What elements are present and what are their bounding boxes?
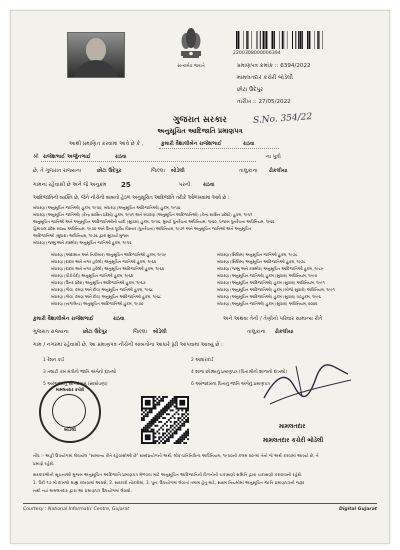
order-line: બંધારણ (જમ્મુ અને કાશ્મીર) અનુસૂચિત જાતિઓ હુકમ, ૧૯૫૬ [33, 240, 132, 245]
order-right-item: બંધારણ (અનુસૂચિત આદિજાતિઓ) હુકમ (સુધારા) અધિનિયમ, ૧૯૯૧ [217, 280, 325, 285]
intro-text: આથી પ્રમાણિત કરવામાં આવે છે કે , [69, 141, 144, 147]
officer-office: મામલતદાર કચેરી બોડેલી [263, 437, 324, 444]
father-caste: રાઠવા [115, 154, 127, 160]
notice-intro: આદિજાતિની વ્યક્તિ છે, જેને નીચેની બાબતો હેઠળ અનુસૂચિત આદિજાતિ તરીકે ઓળખવામાં આવે છે : [33, 196, 230, 201]
note-line: પ્રમાણે રહેશે. [33, 461, 55, 466]
relation-prefix: શ્રી [33, 154, 39, 160]
order-right-item: બંધારણ (અનુસૂચિત જાતિઓ) હુકમ (સુધારા) અધિનિયમ, ૨૦૦૨ [217, 301, 318, 306]
office-name: મામલતદાર કચેરી બોડેલી [237, 75, 293, 81]
order-left-item: બંધારણ (ગોવા, દમણ અને દીવ) અનુસૂચિત આદિજાતિઓ હુકમ, ૧૯૬૮ [51, 294, 162, 299]
basis-item: 5 અરજદારનું સોગંદનામું (સ્વઘોષણા) [43, 382, 108, 387]
residence-village: ઢોકલીયા [275, 329, 294, 335]
order-left-item: બંધારણ (આંદામાન અને નિકોબાર) અનુસૂચિત આદિજાતિઓ હુકમ, ૧૯૫૯ [51, 252, 167, 257]
residence-taluka: બોડેલી [153, 329, 167, 335]
officer-signature [256, 356, 356, 411]
verification-qr-code [141, 396, 189, 444]
order-right-item: બંધારણ (અનુસૂચિત જાતિઓ) હુકમ (સુધારા) અધિનિયમ, ૧૯૯૦ [217, 273, 318, 278]
residence-caste: રાઠવા [113, 316, 125, 322]
footer-courtesy: Courtesy : National Informatic Centre, Gujarat [23, 507, 130, 512]
tribe-line-mid: પરની [179, 182, 191, 188]
basis-item: 2 આધારકાર્ડ [191, 358, 214, 363]
applicant-photo [67, 32, 125, 78]
district-value: છોટા ઉદેપુર [97, 168, 122, 174]
district-label: જિલ્લા [151, 168, 165, 174]
basis-item: 3 તલાટી કમ મંત્રીનો જાતિ અંગેનો દાખલો [43, 370, 117, 375]
order-line: હિમાચલ પ્રદેશ રાજ્ય અધિનિયમ, ૧૯૭૦ અને ઉત્તર પૂર્વીય વિસ્તાર (પુનર્રચના) અધિનિયમ, ૧૯૭૧ અને અનુસૂચિત જાતિઓ અને અનુસૂચિત [33, 226, 252, 231]
order-right-item: બંધારણ (જમ્મુ અને કાશ્મીર) અનુસૂચિત આદિજાતિઓ હુકમ, ૧૯૮૯ [217, 266, 324, 271]
basis-item: 1 રેશન કાર્ડ [43, 358, 65, 363]
government-title: ગુજરાત સરકાર [173, 115, 227, 125]
certificate-page [10, 10, 390, 544]
order-line: બંધારણ (અનુસૂચિત જાતિઓ) હુકમ, ૧૯૫૦, બંધારણ (અનુસૂચિત આદિજાતિઓ) હુકમ, ૧૯૫૦ [33, 205, 181, 210]
order-left-item: બંધારણ (દાદરા અને નગર હવેલી) અનુસૂચિત જાતિઓ હુકમ, ૧૯૬૨ [51, 259, 157, 264]
seal-ring-text: મામલતદાર કચેરી [55, 387, 85, 392]
order-left-item: બંધારણ (ગોવા, દમણ અને દીવ) અનુસૂચિત જાતિઓ હુકમ, ૧૯૬૮ [51, 287, 154, 292]
village-value: ઢોકલીયા [269, 168, 288, 174]
order-right-item: બંધારણ (સિક્કિમ) અનુસૂચિત જાતિઓ હુકમ, ૧૯૭૮ [217, 252, 298, 257]
officer-title: મામલતદાર [279, 423, 306, 430]
residence-suffix: અને અથવા તેની / તેણીનો પરિવાર સામાન્ય રીતે [223, 316, 323, 322]
basis-line: ગામ / નગરમાં રહેવાસી છે. આ પ્રમાણપત્ર નીચેની બાબતોના આધારે રૂઢી આપવામાં આવ્યું છે : [33, 342, 223, 348]
state-prefix: છે, તે ગુજરાત રાજ્યના [33, 168, 82, 174]
order-right-item: બંધારણ (અનુસૂચિત આદિજાતિઓ) હુકમ (સુધારા) વટહુકમ, ૧૯૯૬ [217, 294, 321, 299]
order-right-item: બંધારણ (અનુસૂચિત આદિજાતિઓ) હુકમ (બીજો સુધારો) અધિનિયમ, ૧૯૯૧ [217, 287, 335, 292]
certificate-title: અનુસૂચિત આદિજાતિ પ્રમાણપત્ર [157, 127, 243, 135]
order-right-item: બંધારણ (સિક્કિમ) અનુસૂચિત આદિજાતિઓ હુકમ, ૧૯૭૮ [217, 259, 306, 264]
tribe-name: રાઠવા [203, 182, 215, 188]
order-left-item: બંધારણ (ઉત્તર પ્રદેશ) અનુસૂચિત આદિજાતિઓ હુકમ, ૧૯૬૭ [51, 280, 146, 285]
note-line: 1. પૈકી ૧૭ મો દાખલો ગ્રાહ્ય રાખવામાં આવશે, 2. સરકારી નોકરીમાં, 3. પુનઃ ઉપયોગમાં લેવાતાં તમામ હેતુ માટે, સક્ષમ નિયમોમાં અનુસૂચિત જાતિ પ્રમાણપત્રની જરૂર [33, 480, 305, 485]
barcode-number: 2200308000006394 [233, 51, 281, 56]
certificate-number: પ્રમાણપત્ર ક્રમાંક :: 6394/2022 [237, 63, 311, 69]
relation-text: ના પુત્રી [266, 154, 281, 160]
order-line: અનુસૂચિત જાતિઓ અને અનુસૂચિત આદિજાતિઓની યાદી (સુધારા) હુકમ, ૧૯૫૬, મુંબઈ પુનર્રચના અધિનિયમ, ૧૯૬૦, પંજાબ પુનર્રચના અધિનિયમ, ૧૯૬૬ [33, 219, 275, 224]
order-left-item: બંધારણ (પોંડીચેરી) અનુસૂચિત જાતિઓ હુકમ, ૧૯૬૪ [51, 273, 134, 278]
official-seal [39, 381, 101, 443]
footer-bar [23, 503, 377, 516]
taluka-value: બોડેલી [171, 168, 185, 174]
taluka-label: તાલુકાના [239, 168, 258, 174]
office-district: છોટા ઉદેપુર [237, 87, 264, 93]
order-left-item: બંધારણ (દાદરા અને નગર હવેલી) અનુસૂચિત આદિજાતિઓ હુકમ, ૧૯૬૨ [51, 266, 165, 271]
applicant-caste: રાઠવા [243, 141, 255, 147]
father-name: રાજેશભાઈ અર્જુનભાઈ [43, 154, 91, 160]
note-line: નોંધ :- અહીં ઉપયોગમાં લેવાયેલ "સામાન્ય રીતે રહેવાસીઓ છે" શબ્દપ્રયોગનો અર્થ, લોક-પ્રતિનિધિત્વ અધિનિયમ, ૧૯૫૦ની કલમ ૨૦-માં તેનો જે અર્થ કરવામાં આવ્યો છે, તે [33, 453, 319, 458]
order-left-item: બંધારણ (નાગાલેન્ડ) અનુસૂચિત આદિજાતિઓ હુકમ, ૧૯૭૦ [51, 301, 144, 306]
seal-inner-text: બોડેલી [64, 428, 76, 433]
basis-item: 6 અરજદારના પિતાનું જાતિ અંગેનું પ્રમાણપત્ર [191, 382, 270, 387]
serial-number: 25 [121, 181, 131, 189]
handwritten-reference: S.No. 354/22 [252, 111, 313, 127]
tribe-line-prefix: ગામના રહેવાસી છે અને જે અનુક્રમ [33, 182, 107, 188]
note-line: નથી ત્યાં મામલતદાર દ્વારા આ પ્રમાણપત્ર ઉપયોગમાં લેવાશે. [33, 488, 132, 493]
certificate-barcode [236, 31, 324, 49]
order-line: આદિજાતિઓ (સુધારા) અધિનિયમ, ૧૯૭૬ દ્વારા સુધાર્યા મુજબ [33, 233, 129, 238]
basis-item: 4 શાળા છોડ્યાનું પ્રમાણપત્ર (પિતાશ્રીનો શાળાનો દાખલો) [191, 370, 288, 375]
certificate-date: તારીખ :: 27/05/2022 [237, 99, 291, 105]
residence-district-label: જિલ્લા [133, 329, 147, 335]
residence-name: કુમારી વૈશાલીબેન રાજેશભાઈ [33, 316, 94, 322]
footer-brand: Digital Gujarat [339, 507, 377, 512]
order-line: બંધારણ (અનુસૂચિત જાતિઓ) (કેન્દ્ર શાસિત પ્રદેશો) હુકમ, ૧૯૫૧ અને બંધારણ (અનુસૂચિત આદિજાતિઓ) (કેન્દ્ર શાસિત પ્રદેશો) હુકમ, ૧૯૫૧ [33, 212, 253, 217]
national-emblem-icon [177, 25, 205, 61]
note-line: સરકારશ્રીની સૂચનાઓ મુજબ અનુસૂચિત આદિજાતિ પ્રમાણપત્ર મેળવવા માટે અનુસૂચિત આદિજાતિની વિગતોની ચકાસણી સમિતિ દ્વારા ચકાસણી કરાવવાની રહેશે. [33, 472, 303, 477]
residence-district: છોટા ઉદેપુર [83, 329, 108, 335]
residence-taluka-label: તાલુકાના [247, 329, 266, 335]
applicant-name: કુમારી વૈશાલીબેન રાજેશભાઈ [161, 141, 222, 147]
emblem-caption: સત્યમેવ જયતે [177, 64, 205, 69]
residence-state-prefix: ગુજરાત રાજ્યના [33, 329, 69, 335]
